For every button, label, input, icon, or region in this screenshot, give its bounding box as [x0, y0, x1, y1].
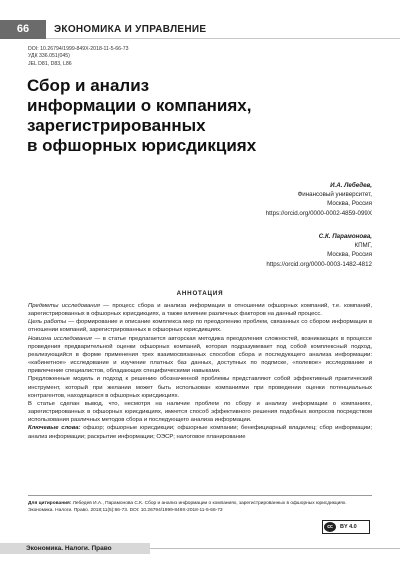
author-block — [266, 232, 372, 269]
page-number: 66 — [0, 20, 46, 39]
author-affiliation: Финансовый университет, — [297, 191, 372, 199]
author-name: С.К. Парамонова, — [318, 233, 372, 240]
keywords — [28, 424, 372, 440]
abstract-label: Цель работы — [28, 319, 67, 326]
abstract-body — [28, 302, 372, 441]
citation-label: Для цитирования: — [28, 501, 72, 506]
author-orcid-link[interactable]: https://orcid.org/0000-0003-1482-4812 — [266, 260, 372, 268]
page-footer — [0, 543, 400, 554]
citation-divider — [28, 495, 372, 496]
citation-text: Лебедев И.А., Парамонова С.К. Сбор и анализ информации о компаниях, зарегистрированных в офшорных юрисдикциях. Экономика. Налоги. Право. 2018;11(5):66-73. DOI: 10.26794/1999-849X-2018-11-5-66-73 — [28, 501, 347, 513]
cc-icon: cc — [324, 522, 336, 532]
abstract-heading: АННОТАЦИЯ — [176, 290, 224, 297]
author-name: И.А. Лебедев, — [330, 182, 372, 189]
title-line: в офшорных юрисдикциях — [27, 136, 257, 155]
author-affiliation: КПМГ, — [354, 242, 372, 250]
author-city: Москва, Россия — [327, 251, 372, 259]
doi: DOI: 10.26794/1999-849X-2018-11-5-66-73 — [28, 46, 129, 52]
author-block — [266, 181, 372, 218]
abstract-label: Новизна исследования — [28, 335, 92, 342]
journal-name: Экономика. Налоги. Право — [26, 545, 112, 552]
abstract-paragraph — [28, 318, 372, 334]
abstract-paragraph — [28, 335, 372, 376]
keywords-label: Ключевые слова: — [28, 425, 81, 432]
abstract-text: — процесс сбора и анализа информации в отношении офшорных компаний, т.е. компаний, зарегистрированных в офшорных юрисдикциях, а также влияние различных факторов на данный процесс. — [28, 303, 372, 318]
article-title — [27, 76, 367, 156]
cc-license-badge[interactable] — [322, 520, 370, 534]
title-line: зарегистрированных — [27, 116, 206, 135]
jel-codes: JEL D81, D83, L86 — [28, 60, 72, 67]
page-header — [0, 20, 400, 39]
abstract-paragraph: Предложенные модель и подход к решению обозначенной проблемы представляют собой эффективный практический инструмент, который при желании может быть использован компаниями при проведении оценки потенциальных контрагентов, находящихся в офшорных юрисдикциях. — [28, 376, 372, 399]
author-city: Москва, Россия — [327, 200, 372, 208]
citation — [28, 500, 372, 514]
abstract-paragraph: В статье сделан вывод, что, несмотря на наличие проблем по сбору и анализу информации о компаниях, зарегистрированных в офшорных юрисдикциях, имеется способ эффективного решения подобных вопросов посредством использования различных методов сбора и последующего анализа информации. — [28, 400, 372, 424]
abstract-paragraph — [28, 302, 372, 318]
udc: УДК 336.051(045) — [28, 53, 70, 60]
author-orcid-link[interactable]: https://orcid.org/0000-0002-4859-099X — [265, 209, 372, 217]
section-title: ЭКОНОМИКА И УПРАВЛЕНИЕ — [54, 24, 207, 35]
license-version: BY 4.0 — [340, 524, 357, 530]
title-line: информации о компаниях, — [27, 96, 252, 115]
header-divider — [46, 38, 400, 39]
keywords-text: офшор; офшорные юрисдикции; офшорные компании; бенефициарный владелец; сбор информации; анализ информации; раскрытие информации; ОЭСР; налоговое планирование — [28, 425, 372, 440]
abstract-text: — в статье предлагается авторская методика преодоления сложностей, возникающих в процессе проведения предварительной оценки офшорных компаний, которая подразумевает под собой комплексный подход, реализующийся в форме применения трех взаимосвязанных способов сбора и последующего анализа информации: «кабинетное» исследование и изучение платных баз данных, доступных по подписке, «полевое» исследование и привлечение специалистов, обладающих специфическими навыками. — [28, 335, 373, 375]
abstract-label: Предметы исследования — [28, 303, 100, 309]
article-identifiers — [28, 46, 129, 68]
title-line: Сбор и анализ — [27, 76, 150, 95]
abstract-text: — формирование и описание комплекса мер по преодолению проблем, связанных со сбором информации в отношении компаний, зарегистрированных в офшорных юрисдикциях. — [28, 319, 372, 334]
footer-rule — [150, 548, 400, 549]
